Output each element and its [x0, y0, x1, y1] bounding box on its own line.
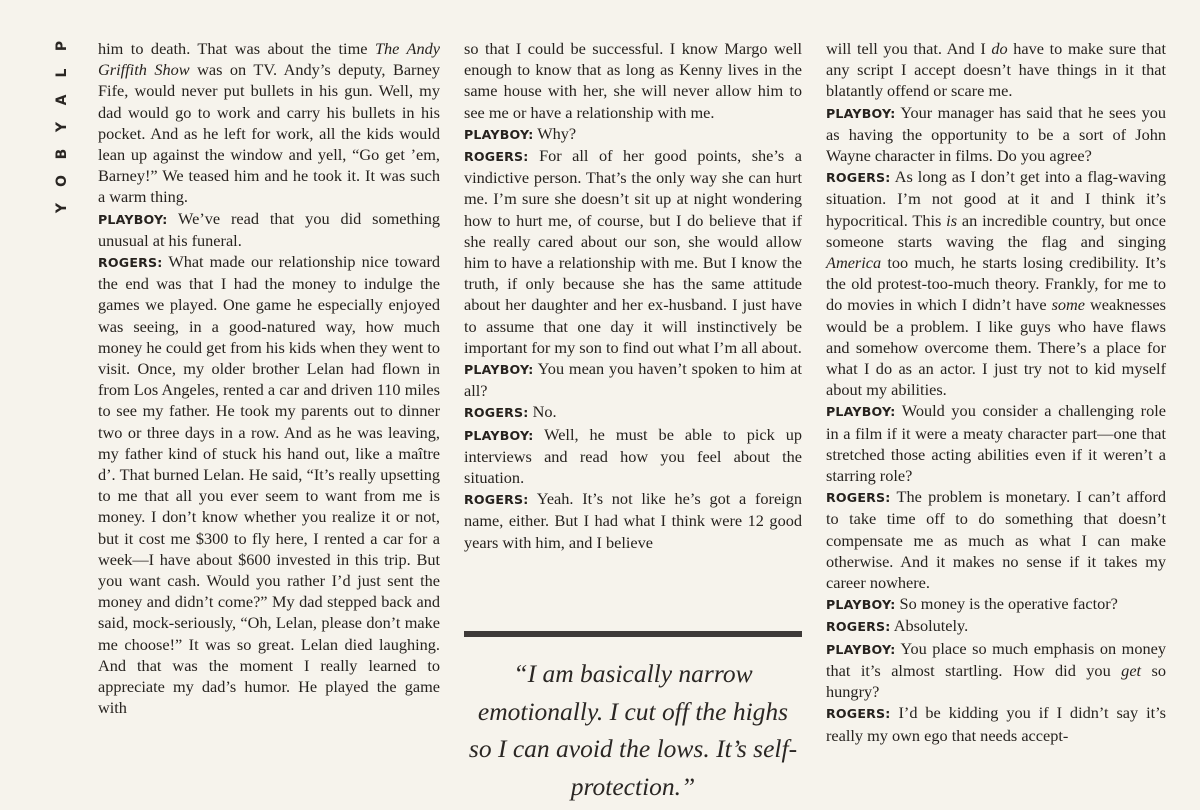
interview-paragraph [464, 488, 802, 553]
folio-letter: P [54, 40, 70, 52]
speaker-label: ROGERS: [98, 255, 163, 271]
body-text: The problem is monetary. I can’t afford to take time off to do something that doesn’t compensate me as much as what I can make otherwise. And it makes no sense if it takes my career nowhere. [826, 487, 1166, 593]
body-text: We’ve read that you did something unusual at his funeral. [98, 208, 441, 250]
speaker-label: PLAYBOY: [464, 427, 534, 443]
speaker-label: ROGERS: [826, 170, 891, 186]
interview-paragraph [464, 358, 802, 401]
text-paragraph [464, 38, 802, 123]
folio-letter: Y [54, 202, 70, 214]
folio-letter: O [54, 175, 70, 187]
body-text: too much, he starts losing credibility. It’s the old protest-too-much theory. Frankly, for me to do movies in which I didn’t have [826, 253, 1166, 315]
interview-paragraph [826, 615, 1166, 637]
body-text: No. [532, 402, 557, 422]
body-text: So money is the operative factor? [899, 594, 1118, 614]
body-text: so hungry? [826, 660, 1166, 702]
body-text: You place so much emphasis on money that it’s almost startling. How did you [826, 638, 1166, 680]
speaker-label: PLAYBOY: [464, 362, 534, 378]
speaker-label: PLAYBOY: [826, 597, 896, 613]
body-text: I’d be kidding you if I didn’t say it’s really my own ego that needs accept- [826, 703, 1166, 745]
folio-letter: B [54, 148, 70, 160]
body-text: was on TV. Andy’s deputy, Barney Fife, would never put bullets in his gun. Well, my dad would go to work and carry his bullets in his pocket. And as he left for work, all the kids would lean up against the window and yell, “Go get ’em, Barney!” We teased him and he took it. It was such a warm thing. [98, 60, 440, 207]
speaker-label: ROGERS: [826, 490, 891, 506]
italic-text: America [826, 253, 882, 273]
speaker-label: PLAYBOY: [826, 641, 896, 657]
italic-text: is [946, 210, 958, 230]
interview-paragraph [826, 593, 1166, 615]
interview-paragraph [98, 251, 440, 718]
body-text: weaknesses would be a problem. I like guys who have flaws and somehow overcome them. There’s a place for what I do as an actor. I just try not to kid myself about my abilities. [826, 295, 1166, 400]
pull-quote: “I am basically narrow emotionally. I cut off the highs so I can avoid the lows. It’s self-protection.” [468, 659, 798, 801]
body-text: You mean you haven’t spoken to him at all? [464, 359, 802, 401]
interview-paragraph [826, 638, 1166, 703]
text-column-2 [464, 38, 802, 553]
text-paragraph [98, 38, 440, 208]
speaker-label: PLAYBOY: [826, 105, 896, 121]
body-text: will tell you that. And I [826, 39, 992, 58]
interview-paragraph [464, 145, 802, 358]
italic-text: get [1121, 660, 1142, 680]
interview-paragraph [826, 400, 1166, 486]
body-text: an incredible country, but once someone starts waving the flag and singing [826, 210, 1166, 251]
body-text: so that I could be successful. I know Margo well enough to know that as long as Kenny lives in the same house with her, she will never allow him to see me or have a relationship with me. [464, 39, 802, 122]
body-text: Your manager has said that he sees you as having the opportunity to be a sort of John Wayne character in films. Do you agree? [826, 102, 1166, 166]
body-text: For all of her good points, she’s a vindictive person. That’s the only way she can hurt me. I’m sure she doesn’t sit up at night wondering how to hurt me, of course, but I do believe that if she really cared about our son, she would allow him to have a relationship with me. But I know the truth, if only because she has the same attitude about her daughter and her ex-husband. I just have to assume that one day it will instinctively be important for my son to find out what I’m all about. [464, 146, 802, 357]
speaker-label: PLAYBOY: [98, 211, 168, 227]
speaker-label: ROGERS: [464, 405, 529, 421]
folio-letter: A [54, 94, 70, 106]
body-text: What made our relationship nice toward the end was that I had the money to indulge the games we played. One game he especially enjoyed was seeing, in a good-natured way, how much money he could get from his kids when they went to visit. Once, my older brother Lelan had flown in from Los Angeles, rented a car and driven 110 miles to see my father. He took my parents out to dinner two or three days in a row. And as he was leaving, my father kind of stuck his hand out, like a maître d’. That burned Lelan. He said, “It’s really upsetting to me that all you ever seem to want from me is money. I don’t know whether you realize it or not, but it cost me $300 to fly here, I rented a car for a week—I have about $600 invested in this trip. But you want cash. Would you rather I’d just sent the money and didn’t come?” My dad stepped back and said, mock-seriously, “Oh, Lelan, please don’t make me choose!” It was so great. Lelan died laughing. And that was the moment I really learned to appreciate my dad’s humor. He played the game with [98, 252, 441, 718]
folio-letter: L [54, 68, 70, 78]
speaker-label: PLAYBOY: [464, 126, 534, 142]
speaker-label: ROGERS: [826, 706, 891, 722]
pull-quote-rule [464, 631, 802, 637]
body-text: him to death. That was about the time [98, 39, 375, 58]
interview-paragraph [98, 208, 440, 251]
speaker-label: ROGERS: [826, 619, 891, 635]
interview-paragraph [826, 486, 1166, 593]
body-text: Would you consider a challenging role in a film if it were a meaty character part—one that stretched those acting abilities even if it weren’t a starring role? [826, 401, 1166, 486]
text-column-3 [826, 38, 1166, 746]
folio-letter: Y [54, 121, 70, 133]
body-text: Well, he must be able to pick up interviews and read how you feel about the situation. [464, 424, 802, 488]
body-text: Why? [537, 123, 577, 143]
speaker-label: PLAYBOY: [826, 404, 896, 420]
body-text: As long as I don’t get into a flag-waving situation. I’m not good at it and I think it’s hypocritical. This [826, 167, 1166, 230]
interview-paragraph [826, 102, 1166, 167]
interview-paragraph [464, 123, 802, 145]
speaker-label: ROGERS: [464, 492, 529, 508]
interview-paragraph [464, 424, 802, 489]
italic-text: do [991, 39, 1008, 58]
body-text: Absolutely. [893, 616, 969, 636]
body-text: have to make sure that any script I accept doesn’t have things in it that blatantly offend or scare me. [826, 39, 1167, 101]
text-paragraph [826, 38, 1166, 102]
interview-paragraph [826, 702, 1166, 745]
speaker-label: ROGERS: [464, 149, 529, 165]
interview-paragraph [464, 401, 802, 423]
text-column-1 [98, 38, 440, 719]
interview-paragraph [826, 166, 1166, 400]
italic-text: some [1051, 295, 1086, 315]
running-folio [52, 36, 72, 226]
body-text: Yeah. It’s not like he’s got a foreign name, either. But I had what I think were 12 good years with him, and I believe [464, 489, 802, 552]
italic-text: The Andy Griffith Show [98, 39, 441, 80]
